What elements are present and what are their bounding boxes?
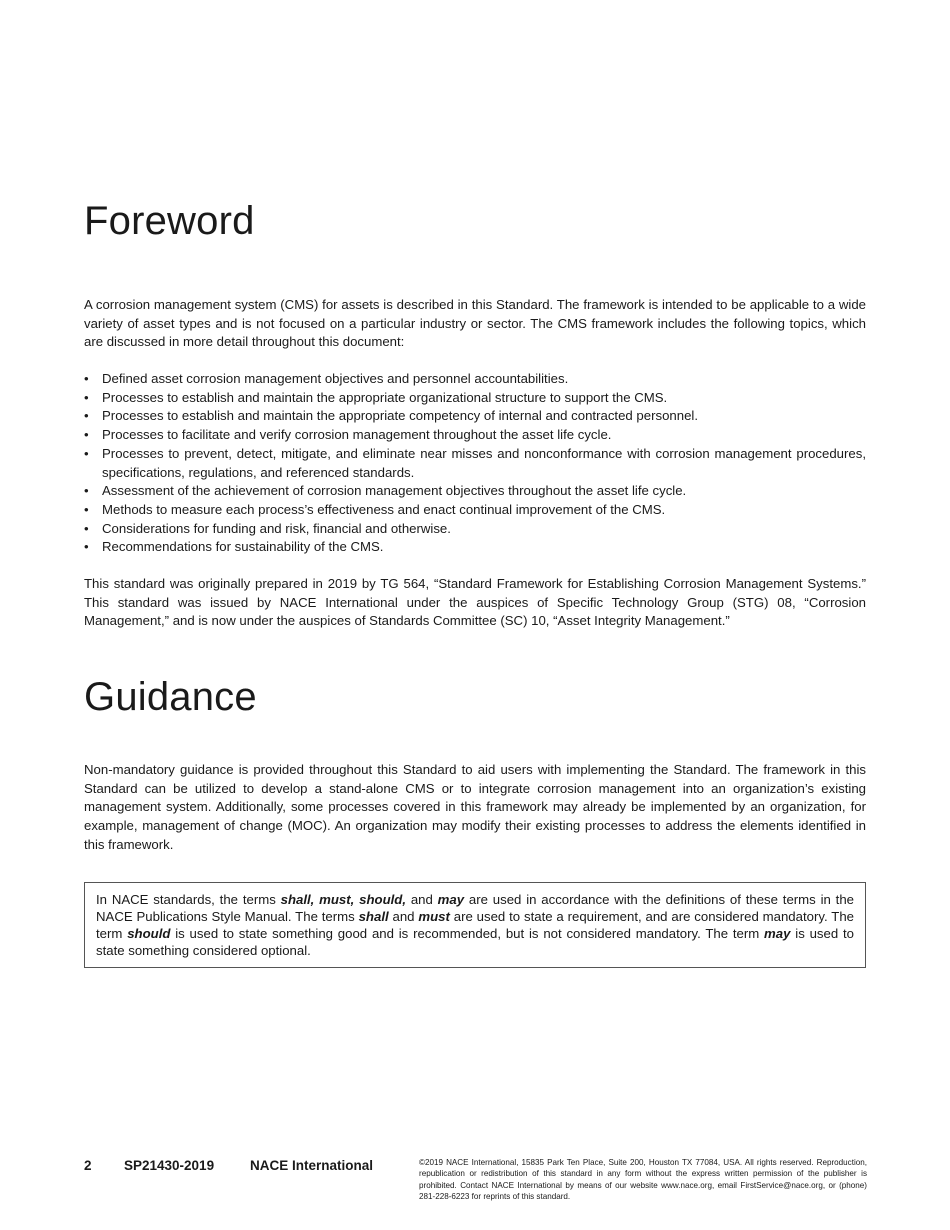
bullet-icon: •: [84, 483, 89, 499]
list-item: [84, 389, 866, 408]
bullet-icon: •: [84, 389, 89, 405]
bullet-icon: •: [84, 501, 89, 517]
note-text: are used to state a requirement, and are considered mandatory. The term: [96, 909, 854, 941]
list-item: [84, 426, 866, 445]
list-item-text: Recommendations for sustainability of the CMS.: [102, 539, 384, 555]
page-number: 2: [84, 1158, 92, 1173]
list-item: [84, 538, 866, 557]
note-text: and: [388, 909, 419, 924]
foreword-intro-paragraph: A corrosion management system (CMS) for assets is described in this Standard. The framework is intended to be applicable to a wide variety of asset types and is not focused on a particular industry or sector. The CMS framework includes the following topics, which are discussed in more detail throughout this document:: [84, 297, 866, 350]
terminology-note: [96, 891, 854, 959]
note-text: is used to state something good and is recommended, but is not considered mandatory. The term: [170, 926, 765, 941]
bullet-icon: •: [84, 371, 89, 386]
list-item: [84, 407, 866, 426]
list-item: [84, 501, 866, 520]
list-item-text: Assessment of the achievement of corrosion management objectives throughout the asset life cycle.: [102, 483, 687, 499]
guidance-heading: Guidance: [84, 675, 257, 719]
list-item: [84, 445, 866, 482]
note-keyword: shall: [358, 909, 389, 924]
list-item-text: Processes to facilitate and verify corrosion management throughout the asset life cycle.: [102, 427, 612, 443]
list-item: [84, 520, 866, 539]
foreword-topic-list: [84, 370, 866, 557]
list-item-text: Considerations for funding and risk, financial and otherwise.: [102, 520, 451, 536]
list-item-text: Processes to establish and maintain the appropriate organizational structure to support the CMS.: [102, 389, 668, 405]
bullet-icon: •: [84, 408, 89, 424]
note-keyword: may: [764, 926, 791, 941]
document-id: SP21430-2019: [124, 1158, 215, 1173]
bullet-icon: •: [84, 427, 89, 443]
terminology-note-box: [84, 882, 866, 968]
note-keyword: shall, must, should,: [280, 892, 407, 907]
page-footer: [84, 1156, 866, 1206]
note-keyword: should: [127, 926, 171, 941]
publisher-name: NACE International: [250, 1158, 374, 1173]
bullet-icon: •: [84, 520, 89, 536]
bullet-icon: •: [84, 445, 89, 461]
note-text: In NACE standards, the terms: [96, 892, 281, 907]
list-item-text: Defined asset corrosion management objectives and personnel accountabilities.: [102, 371, 569, 386]
note-keyword: must: [418, 909, 450, 924]
note-text: and: [406, 892, 438, 907]
note-text: is used to state something considered optional.: [96, 926, 854, 958]
copyright-notice: ©2019 NACE International, 15835 Park Ten Place, Suite 200, Houston TX 77084, USA. All rights reserved. Reproduction, republication or redistribution of this standard in any form without the express written permission of the publisher is prohibited. Contact NACE International by means of our website www.nace.org, email FirstService@nace.org, or (phone) 281-228-6223 for reprints of this standard.: [419, 1158, 867, 1202]
list-item: [84, 482, 866, 501]
note-text: are used in accordance with the definitions of these terms in the NACE Publications Style Manual. The terms: [96, 892, 854, 924]
note-keyword: may: [437, 892, 465, 907]
list-item-text: Processes to prevent, detect, mitigate, and eliminate near misses and nonconformance with corrosion management procedures, specifications, regulations, and referenced standards.: [102, 445, 866, 480]
guidance-paragraph: Non-mandatory guidance is provided throughout this Standard to aid users with implementing the Standard. The framework in this Standard can be utilized to develop a stand-alone CMS or to integrate corrosion management into an organization’s existing management system. Additionally, some processes covered in this framework may already be implemented by an organization, for example, management of change (MOC). An organization may modify their existing processes to address the elements identified in this framework.: [84, 762, 866, 852]
list-item-text: Methods to measure each process’s effectiveness and enact continual improvement of the CMS.: [102, 501, 666, 517]
bullet-icon: •: [84, 539, 89, 555]
list-item: [84, 370, 866, 389]
foreword-heading: Foreword: [84, 199, 255, 243]
foreword-history-paragraph: This standard was originally prepared in 2019 by TG 564, “Standard Framework for Establishing Corrosion Management Systems.” This standard was issued by NACE International under the auspices of Specific Technology Group (STG) 08, “Corrosion Management,” and is now under the auspices of Standards Committee (SC) 10, “Asset Integrity Management.”: [84, 576, 866, 629]
list-item-text: Processes to establish and maintain the appropriate competency of internal and contracted personnel.: [102, 408, 698, 424]
